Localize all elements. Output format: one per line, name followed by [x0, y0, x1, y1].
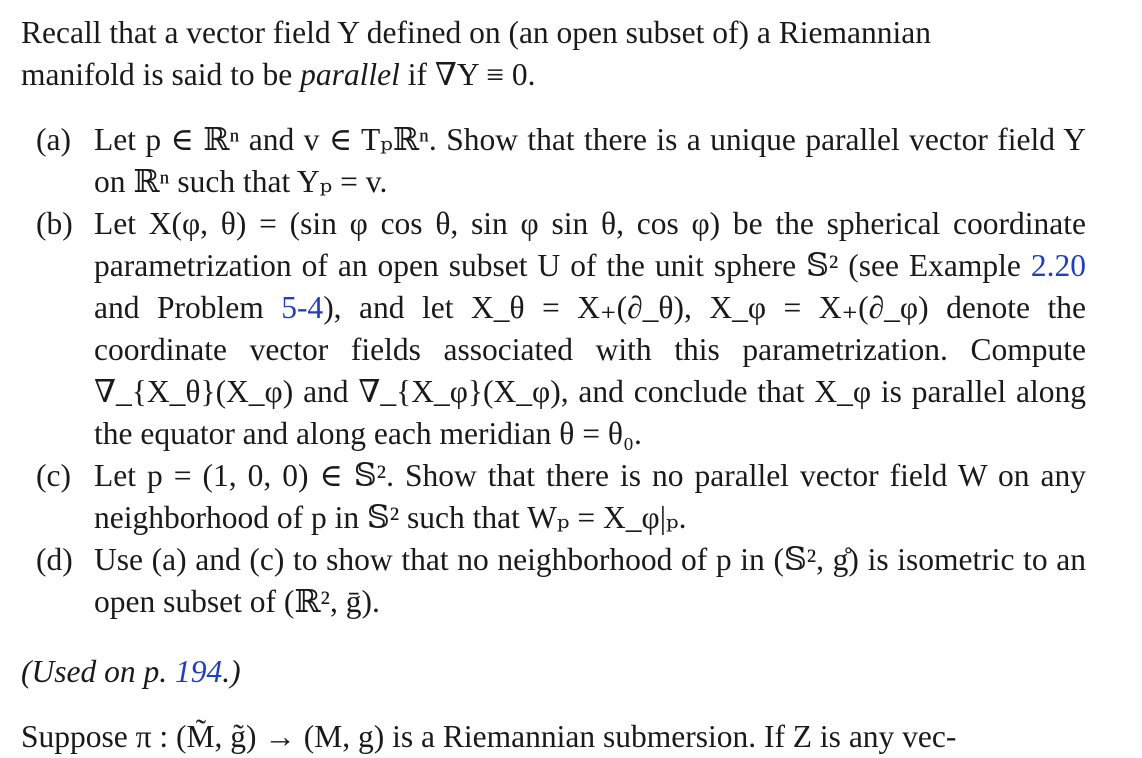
problem-5-4-link[interactable]: 5-4 — [281, 290, 324, 325]
problem-b — [36, 203, 1086, 455]
problem-b-label: (b) — [36, 206, 73, 241]
problem-d-text: Use (a) and (c) to show that no neighborhood of p in (𝕊², g̊) is isometric to an open subset of (ℝ², ḡ). — [94, 542, 1086, 619]
problem-b-part-2: and Problem — [94, 290, 282, 325]
problem-b-part-3: ), and let X_θ = X₊(∂_θ), X_φ = X₊(∂_φ) denote the coordinate vector fields associated with this parametrization. Compute ∇_{X_θ}(X_φ) and ∇_{X_φ}(X_φ), and conclude that X_φ is parallel along the equator and along each meridian θ = θ₀. — [94, 290, 1086, 451]
intro-line-2-pre: manifold is said to be — [21, 57, 301, 92]
problem-d — [36, 539, 1086, 623]
problem-list — [36, 119, 1086, 623]
problem-c-text: Let p = (1, 0, 0) ∈ 𝕊². Show that there is no parallel vector field W on any neighborhood of p in 𝕊² such that Wₚ = X_φ|ₚ. — [94, 458, 1086, 535]
intro-line-2-post: if ∇Y ≡ 0. — [399, 57, 536, 92]
problem-b-text — [94, 203, 1086, 455]
problem-a-text: Let p ∈ ℝⁿ and v ∈ Tₚℝⁿ. Show that there is a unique parallel vector field Y on ℝⁿ such that Yₚ = v. — [94, 122, 1086, 199]
problem-c — [36, 455, 1086, 539]
problem-a-label: (a) — [36, 122, 71, 157]
used-suffix: .) — [222, 654, 241, 689]
intro-paragraph — [21, 12, 1087, 96]
intro-line-2 — [21, 54, 1087, 96]
intro-emphasis-parallel: parallel — [300, 57, 400, 92]
problem-b-part-1: Let X(φ, θ) = (sin φ cos θ, sin φ sin θ, cos φ) be the spherical coordinate parametrization of an open subset U of the unit sphere 𝕊² (see Example — [94, 206, 1086, 283]
problem-a — [36, 119, 1086, 203]
intro-line-1: Recall that a vector field Y defined on (an open subset of) a Riemannian — [21, 15, 931, 50]
next-paragraph-cutoff: Suppose π : (M̃, g̃) → (M, g) is a Riemannian submersion. If Z is any vec- — [21, 719, 957, 754]
problem-c-label: (c) — [36, 458, 71, 493]
page-194-link[interactable]: 194 — [174, 654, 223, 689]
example-2-20-link[interactable]: 2.20 — [1030, 248, 1086, 283]
used-prefix: (Used on p. — [21, 654, 175, 689]
used-on-page-note — [21, 651, 241, 693]
problem-d-label: (d) — [36, 542, 73, 577]
